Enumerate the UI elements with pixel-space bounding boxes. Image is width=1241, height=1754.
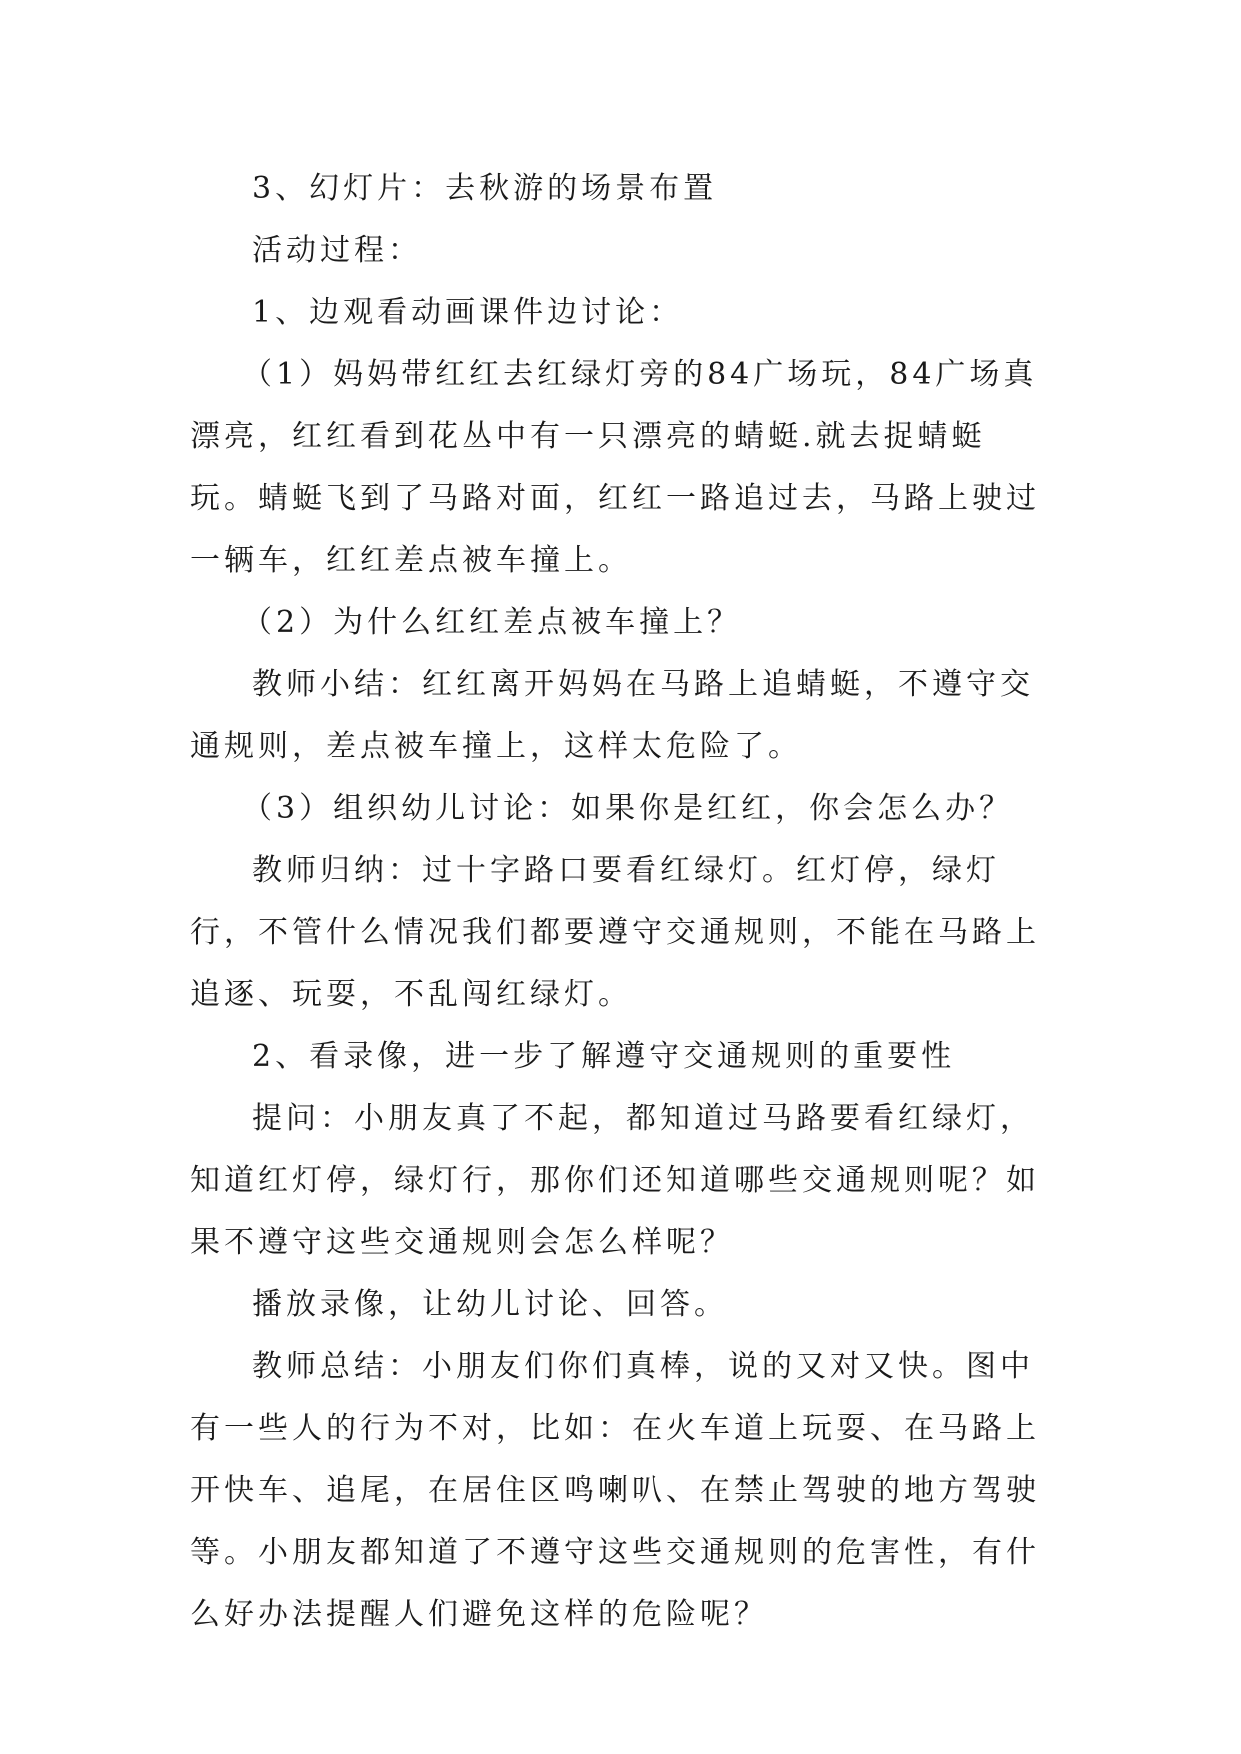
paragraph-play-video: 播放录像，让幼儿讨论、回答。 (252, 1287, 728, 1322)
paragraph-activity-process: 活动过程： (252, 233, 422, 268)
paragraph-discussion: （3）组织幼儿讨论：如果你是红红，你会怎么办？ (242, 791, 1014, 826)
paragraph-teacher-conclusion: 教师归纳：过十字路口要看红绿灯。红灯停，绿灯行，不管什么情况我们都要遵守交通规则，不能在马路上追逐、玩耍，不乱闯红绿灯。 (190, 853, 1040, 1012)
paragraph-slide-setup: 3、幻灯片：去秋游的场景布置 (252, 171, 718, 206)
paragraph-story: （1）妈妈带红红去红绿灯旁的84广场玩，84广场真漂亮，红红看到花丛中有一只漂亮的蜻蜓.就去捉蜻蜓玩。蜻蜓飞到了马路对面，红红一路追过去，马路上驶过一辆车，红红差点被车撞上。 (190, 357, 1040, 578)
paragraph-teacher-summary-2: 教师总结：小朋友们你们真棒，说的又对又快。图中有一些人的行为不对，比如：在火车道上玩耍、在马路上开快车、追尾，在居住区鸣喇叭、在禁止驾驶的地方驾驶等。小朋友都知道了不遵守这些交通规则的危害性，有什么好办法提醒人们避免这样的危险呢？ (190, 1349, 1040, 1632)
paragraph-step-2: 2、看录像，进一步了解遵守交通规则的重要性 (252, 1039, 956, 1074)
paragraph-question: （2）为什么红红差点被车撞上？ (242, 605, 742, 640)
paragraph-ask: 提问：小朋友真了不起，都知道过马路要看红绿灯，知道红灯停，绿灯行，那你们还知道哪些交通规则呢？如果不遵守这些交通规则会怎么样呢？ (190, 1101, 1040, 1260)
document-body (190, 158, 1052, 1646)
paragraph-teacher-summary-1: 教师小结：红红离开妈妈在马路上追蜻蜓，不遵守交通规则，差点被车撞上，这样太危险了。 (190, 667, 1034, 764)
paragraph-step-1: 1、边观看动画课件边讨论： (252, 295, 684, 330)
